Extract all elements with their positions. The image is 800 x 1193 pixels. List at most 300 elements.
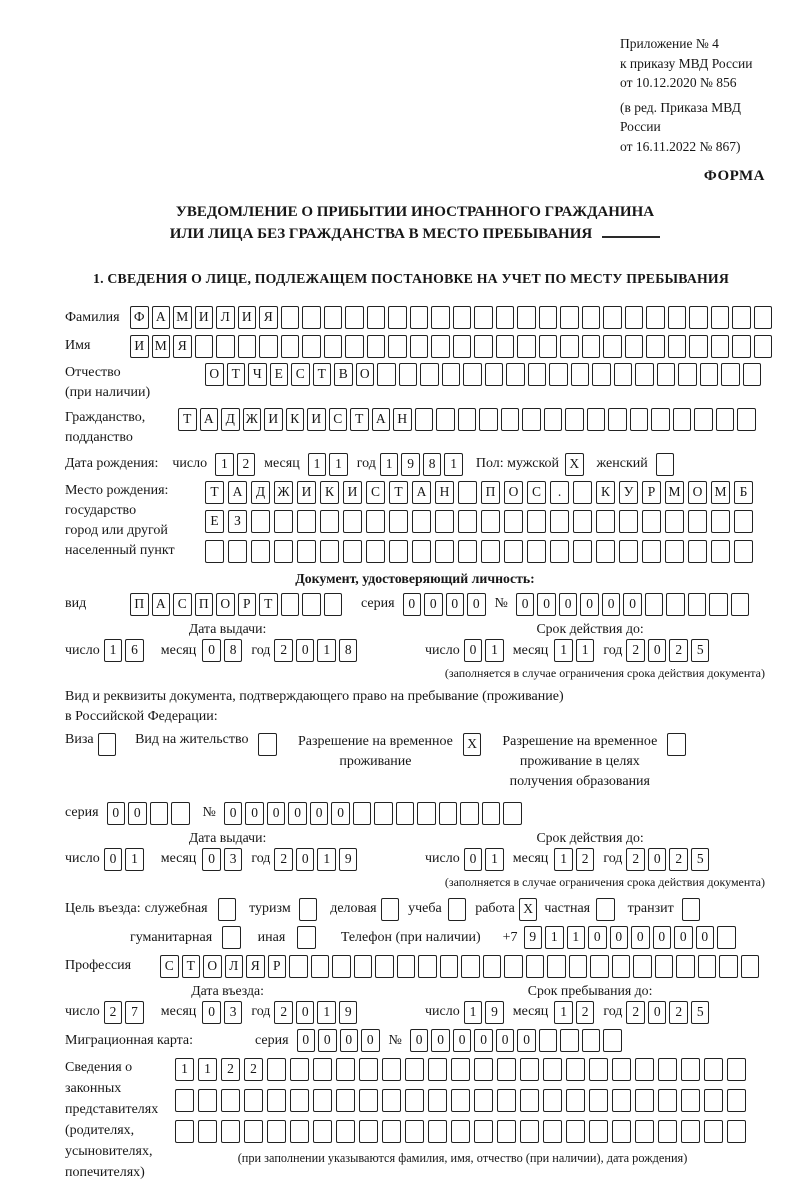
char-box[interactable]: 1: [567, 926, 586, 949]
char-box[interactable]: 0: [674, 926, 693, 949]
char-box[interactable]: [313, 1058, 332, 1081]
char-box[interactable]: [399, 363, 418, 386]
purpose-private-checkbox[interactable]: [596, 898, 618, 921]
char-box[interactable]: [374, 802, 393, 825]
char-box[interactable]: 0: [648, 639, 667, 662]
char-box[interactable]: Я: [259, 306, 278, 329]
id-valid-year-boxes[interactable]: [626, 639, 712, 662]
char-box[interactable]: [633, 955, 652, 978]
char-box[interactable]: 2: [669, 1001, 688, 1024]
char-box[interactable]: И: [195, 306, 214, 329]
char-box[interactable]: [463, 363, 482, 386]
char-box[interactable]: [377, 363, 396, 386]
char-box[interactable]: [320, 540, 339, 563]
char-box[interactable]: [439, 802, 458, 825]
char-box[interactable]: Н: [435, 481, 454, 504]
char-box[interactable]: [451, 1058, 470, 1081]
stay-month-boxes[interactable]: [554, 1001, 597, 1024]
char-box[interactable]: 0: [288, 802, 307, 825]
char-box[interactable]: [666, 593, 685, 616]
char-box[interactable]: [251, 540, 270, 563]
char-box[interactable]: [539, 1029, 558, 1052]
char-box[interactable]: И: [130, 335, 149, 358]
char-box[interactable]: [482, 802, 501, 825]
char-box[interactable]: [244, 1089, 263, 1112]
char-box[interactable]: [336, 1120, 355, 1143]
char-box[interactable]: [642, 510, 661, 533]
res-issue-year-boxes[interactable]: [274, 848, 360, 871]
birth-day-boxes[interactable]: [215, 453, 258, 476]
char-box[interactable]: 1: [125, 848, 144, 871]
res-issue-month-boxes[interactable]: [202, 848, 245, 871]
char-box[interactable]: [582, 1029, 601, 1052]
char-box[interactable]: [324, 593, 343, 616]
char-box[interactable]: [506, 363, 525, 386]
char-box[interactable]: [732, 306, 751, 329]
char-box[interactable]: 1: [215, 453, 234, 476]
char-box[interactable]: [501, 408, 520, 431]
char-box[interactable]: 2: [244, 1058, 263, 1081]
char-box[interactable]: О: [688, 481, 707, 504]
char-box[interactable]: [717, 926, 736, 949]
char-box[interactable]: [267, 1089, 286, 1112]
char-box[interactable]: 0: [464, 848, 483, 871]
char-box[interactable]: [359, 1120, 378, 1143]
char-box[interactable]: [737, 408, 756, 431]
char-box[interactable]: [313, 1120, 332, 1143]
entry-day-boxes[interactable]: [104, 1001, 147, 1024]
char-box[interactable]: [517, 335, 536, 358]
char-box[interactable]: 0: [431, 1029, 450, 1052]
char-box[interactable]: [646, 306, 665, 329]
char-box[interactable]: 0: [464, 639, 483, 662]
res-series-boxes[interactable]: [107, 801, 193, 824]
char-box[interactable]: Л: [225, 955, 244, 978]
char-box[interactable]: [658, 1058, 677, 1081]
char-box[interactable]: [497, 1058, 516, 1081]
char-box[interactable]: [458, 408, 477, 431]
visa-checkbox[interactable]: [98, 732, 120, 755]
char-box[interactable]: [603, 1029, 622, 1052]
char-box[interactable]: [681, 1089, 700, 1112]
char-box[interactable]: [678, 363, 697, 386]
char-box[interactable]: 1: [576, 639, 595, 662]
char-box[interactable]: 0: [602, 593, 621, 616]
char-box[interactable]: [656, 453, 675, 476]
char-box[interactable]: 0: [623, 593, 642, 616]
char-box[interactable]: [497, 1120, 516, 1143]
char-box[interactable]: [658, 1089, 677, 1112]
char-box[interactable]: [550, 540, 569, 563]
middlename-boxes[interactable]: [205, 363, 764, 386]
char-box[interactable]: [451, 1120, 470, 1143]
char-box[interactable]: [405, 1058, 424, 1081]
char-box[interactable]: 5: [691, 1001, 710, 1024]
char-box[interactable]: Р: [268, 955, 287, 978]
char-box[interactable]: [436, 408, 455, 431]
char-box[interactable]: [673, 408, 692, 431]
char-box[interactable]: [619, 540, 638, 563]
char-box[interactable]: [431, 335, 450, 358]
char-box[interactable]: Т: [178, 408, 197, 431]
char-box[interactable]: 5: [691, 848, 710, 871]
res-valid-month-boxes[interactable]: [554, 848, 597, 871]
char-box[interactable]: [259, 335, 278, 358]
mc-series-boxes[interactable]: [297, 1029, 383, 1052]
char-box[interactable]: 0: [410, 1029, 429, 1052]
char-box[interactable]: [668, 306, 687, 329]
char-box[interactable]: [302, 335, 321, 358]
purpose-business-checkbox[interactable]: [381, 898, 403, 921]
char-box[interactable]: [700, 363, 719, 386]
char-box[interactable]: [709, 593, 728, 616]
char-box[interactable]: Т: [389, 481, 408, 504]
char-box[interactable]: [389, 510, 408, 533]
char-box[interactable]: Б: [734, 481, 753, 504]
char-box[interactable]: С: [173, 593, 192, 616]
char-box[interactable]: 0: [202, 1001, 221, 1024]
char-box[interactable]: [198, 1089, 217, 1112]
char-box[interactable]: [405, 1120, 424, 1143]
char-box[interactable]: 2: [274, 848, 293, 871]
char-box[interactable]: 0: [245, 802, 264, 825]
char-box[interactable]: 0: [202, 848, 221, 871]
char-box[interactable]: [410, 306, 429, 329]
char-box[interactable]: С: [329, 408, 348, 431]
char-box[interactable]: 0: [296, 639, 315, 662]
char-box[interactable]: [420, 363, 439, 386]
char-box[interactable]: [682, 898, 701, 921]
char-box[interactable]: И: [307, 408, 326, 431]
char-box[interactable]: [474, 335, 493, 358]
char-box[interactable]: 1: [308, 453, 327, 476]
char-box[interactable]: [743, 363, 762, 386]
char-box[interactable]: [668, 335, 687, 358]
char-box[interactable]: О: [356, 363, 375, 386]
char-box[interactable]: Т: [182, 955, 201, 978]
char-box[interactable]: [481, 510, 500, 533]
char-box[interactable]: [731, 593, 750, 616]
char-box[interactable]: [238, 335, 257, 358]
char-box[interactable]: [150, 802, 169, 825]
char-box[interactable]: [453, 306, 472, 329]
char-box[interactable]: 2: [237, 453, 256, 476]
purpose-study-checkbox[interactable]: [448, 898, 470, 921]
char-box[interactable]: [297, 926, 316, 949]
char-box[interactable]: [635, 1089, 654, 1112]
char-box[interactable]: 0: [517, 1029, 536, 1052]
char-box[interactable]: [565, 408, 584, 431]
char-box[interactable]: [281, 593, 300, 616]
id-number-boxes[interactable]: [516, 593, 753, 616]
char-box[interactable]: [297, 510, 316, 533]
char-box[interactable]: [431, 306, 450, 329]
char-box[interactable]: [688, 540, 707, 563]
char-box[interactable]: С: [291, 363, 310, 386]
char-box[interactable]: [651, 408, 670, 431]
char-box[interactable]: 0: [296, 1001, 315, 1024]
char-box[interactable]: [435, 510, 454, 533]
char-box[interactable]: [297, 540, 316, 563]
char-box[interactable]: [719, 955, 738, 978]
char-box[interactable]: [527, 540, 546, 563]
char-box[interactable]: [396, 802, 415, 825]
female-checkbox[interactable]: [656, 453, 678, 476]
res-valid-day-boxes[interactable]: [464, 848, 507, 871]
char-box[interactable]: [566, 1120, 585, 1143]
temp-residence-edu-checkbox[interactable]: [667, 732, 689, 755]
char-box[interactable]: 0: [653, 926, 672, 949]
char-box[interactable]: 0: [446, 593, 465, 616]
char-box[interactable]: 9: [339, 848, 358, 871]
char-box[interactable]: 3: [224, 848, 243, 871]
char-box[interactable]: 1: [545, 926, 564, 949]
char-box[interactable]: 1: [554, 848, 573, 871]
char-box[interactable]: [539, 335, 558, 358]
char-box[interactable]: [635, 363, 654, 386]
char-box[interactable]: [415, 408, 434, 431]
char-box[interactable]: С: [527, 481, 546, 504]
char-box[interactable]: [517, 306, 536, 329]
char-box[interactable]: [612, 1120, 631, 1143]
char-box[interactable]: [336, 1089, 355, 1112]
firstname-boxes[interactable]: [130, 334, 775, 357]
char-box[interactable]: 0: [331, 802, 350, 825]
char-box[interactable]: [345, 335, 364, 358]
char-box[interactable]: А: [372, 408, 391, 431]
char-box[interactable]: И: [297, 481, 316, 504]
char-box[interactable]: [520, 1089, 539, 1112]
char-box[interactable]: [366, 510, 385, 533]
char-box[interactable]: [688, 510, 707, 533]
char-box[interactable]: М: [152, 335, 171, 358]
char-box[interactable]: [221, 1120, 240, 1143]
char-box[interactable]: 1: [444, 453, 463, 476]
id-valid-day-boxes[interactable]: [464, 639, 507, 662]
char-box[interactable]: [479, 408, 498, 431]
rep-row2[interactable]: [175, 1089, 750, 1112]
char-box[interactable]: Я: [246, 955, 265, 978]
char-box[interactable]: 0: [453, 1029, 472, 1052]
char-box[interactable]: [324, 306, 343, 329]
char-box[interactable]: [721, 363, 740, 386]
purpose-official-checkbox[interactable]: [218, 898, 240, 921]
temp-residence-checkbox[interactable]: [463, 732, 485, 755]
char-box[interactable]: [302, 593, 321, 616]
char-box[interactable]: 9: [485, 1001, 504, 1024]
char-box[interactable]: [198, 1120, 217, 1143]
char-box[interactable]: 7: [125, 1001, 144, 1024]
char-box[interactable]: 0: [104, 848, 123, 871]
char-box[interactable]: 1: [317, 848, 336, 871]
char-box[interactable]: [592, 363, 611, 386]
char-box[interactable]: [589, 1058, 608, 1081]
char-box[interactable]: [612, 1058, 631, 1081]
char-box[interactable]: 1: [317, 639, 336, 662]
char-box[interactable]: [289, 955, 308, 978]
char-box[interactable]: [382, 1120, 401, 1143]
char-box[interactable]: [711, 335, 730, 358]
char-box[interactable]: [676, 955, 695, 978]
char-box[interactable]: [625, 335, 644, 358]
res-valid-year-boxes[interactable]: [626, 848, 712, 871]
char-box[interactable]: 2: [221, 1058, 240, 1081]
char-box[interactable]: 2: [576, 1001, 595, 1024]
char-box[interactable]: [497, 1089, 516, 1112]
char-box[interactable]: [244, 1120, 263, 1143]
char-box[interactable]: Р: [642, 481, 661, 504]
char-box[interactable]: К: [320, 481, 339, 504]
char-box[interactable]: 1: [329, 453, 348, 476]
char-box[interactable]: [299, 898, 318, 921]
char-box[interactable]: 0: [267, 802, 286, 825]
id-issue-day-boxes[interactable]: [104, 639, 147, 662]
char-box[interactable]: [573, 510, 592, 533]
char-box[interactable]: Т: [227, 363, 246, 386]
char-box[interactable]: [526, 955, 545, 978]
char-box[interactable]: 1: [554, 639, 573, 662]
res-number-boxes[interactable]: [224, 801, 525, 824]
char-box[interactable]: А: [152, 306, 171, 329]
char-box[interactable]: 8: [423, 453, 442, 476]
char-box[interactable]: Н: [393, 408, 412, 431]
char-box[interactable]: 9: [339, 1001, 358, 1024]
char-box[interactable]: В: [334, 363, 353, 386]
char-box[interactable]: [657, 363, 676, 386]
char-box[interactable]: [543, 1089, 562, 1112]
char-box[interactable]: 0: [467, 593, 486, 616]
char-box[interactable]: [171, 802, 190, 825]
char-box[interactable]: [474, 306, 493, 329]
char-box[interactable]: [589, 1120, 608, 1143]
char-box[interactable]: [655, 955, 674, 978]
char-box[interactable]: Ж: [274, 481, 293, 504]
char-box[interactable]: [267, 1120, 286, 1143]
char-box[interactable]: [522, 408, 541, 431]
char-box[interactable]: 3: [224, 1001, 243, 1024]
char-box[interactable]: [281, 306, 300, 329]
char-box[interactable]: [619, 510, 638, 533]
char-box[interactable]: [688, 593, 707, 616]
char-box[interactable]: [590, 955, 609, 978]
char-box[interactable]: [366, 540, 385, 563]
char-box[interactable]: М: [665, 481, 684, 504]
char-box[interactable]: 1: [380, 453, 399, 476]
char-box[interactable]: 0: [516, 593, 535, 616]
char-box[interactable]: [681, 1120, 700, 1143]
char-box[interactable]: 9: [524, 926, 543, 949]
char-box[interactable]: [343, 510, 362, 533]
char-box[interactable]: [290, 1058, 309, 1081]
char-box[interactable]: [336, 1058, 355, 1081]
char-box[interactable]: [547, 955, 566, 978]
birth-month-boxes[interactable]: [308, 453, 351, 476]
char-box[interactable]: [560, 306, 579, 329]
char-box[interactable]: [458, 540, 477, 563]
char-box[interactable]: [711, 306, 730, 329]
char-box[interactable]: [258, 733, 277, 756]
char-box[interactable]: [704, 1089, 723, 1112]
char-box[interactable]: [382, 1089, 401, 1112]
char-box[interactable]: И: [343, 481, 362, 504]
char-box[interactable]: [428, 1089, 447, 1112]
char-box[interactable]: [435, 540, 454, 563]
char-box[interactable]: [448, 898, 467, 921]
char-box[interactable]: [566, 1058, 585, 1081]
char-box[interactable]: [704, 1120, 723, 1143]
char-box[interactable]: 2: [576, 848, 595, 871]
char-box[interactable]: Д: [221, 408, 240, 431]
char-box[interactable]: О: [203, 955, 222, 978]
char-box[interactable]: М: [173, 306, 192, 329]
char-box[interactable]: Т: [350, 408, 369, 431]
char-box[interactable]: [698, 955, 717, 978]
char-box[interactable]: [428, 1058, 447, 1081]
char-box[interactable]: [290, 1120, 309, 1143]
char-box[interactable]: [274, 540, 293, 563]
char-box[interactable]: 2: [626, 848, 645, 871]
char-box[interactable]: [520, 1058, 539, 1081]
rep-row1[interactable]: [175, 1057, 750, 1080]
purpose-other-checkbox[interactable]: [297, 926, 319, 949]
char-box[interactable]: [405, 1089, 424, 1112]
char-box[interactable]: [642, 540, 661, 563]
char-box[interactable]: [582, 335, 601, 358]
char-box[interactable]: Ф: [130, 306, 149, 329]
char-box[interactable]: [389, 540, 408, 563]
char-box[interactable]: Т: [205, 481, 224, 504]
char-box[interactable]: 2: [104, 1001, 123, 1024]
char-box[interactable]: 0: [310, 802, 329, 825]
char-box[interactable]: 5: [691, 639, 710, 662]
char-box[interactable]: [596, 540, 615, 563]
char-box[interactable]: [527, 510, 546, 533]
char-box[interactable]: [608, 408, 627, 431]
citizenship-boxes[interactable]: [178, 408, 759, 431]
char-box[interactable]: 0: [474, 1029, 493, 1052]
char-box[interactable]: [681, 1058, 700, 1081]
purpose-transit-checkbox[interactable]: [682, 898, 704, 921]
char-box[interactable]: Т: [313, 363, 332, 386]
char-box[interactable]: [175, 1120, 194, 1143]
char-box[interactable]: [311, 955, 330, 978]
char-box[interactable]: [98, 733, 117, 756]
char-box[interactable]: [228, 540, 247, 563]
char-box[interactable]: [711, 510, 730, 533]
char-box[interactable]: [504, 540, 523, 563]
char-box[interactable]: 1: [198, 1058, 217, 1081]
char-box[interactable]: [175, 1089, 194, 1112]
char-box[interactable]: 8: [224, 639, 243, 662]
char-box[interactable]: [560, 1029, 579, 1052]
char-box[interactable]: 2: [274, 1001, 293, 1024]
char-box[interactable]: 1: [554, 1001, 573, 1024]
char-box[interactable]: Е: [205, 510, 224, 533]
char-box[interactable]: [474, 1089, 493, 1112]
char-box[interactable]: З: [228, 510, 247, 533]
char-box[interactable]: [658, 1120, 677, 1143]
char-box[interactable]: [732, 335, 751, 358]
char-box[interactable]: [754, 335, 773, 358]
char-box[interactable]: [474, 1120, 493, 1143]
char-box[interactable]: Л: [216, 306, 235, 329]
birthplace-row2[interactable]: [205, 510, 757, 533]
char-box[interactable]: [281, 335, 300, 358]
char-box[interactable]: 0: [361, 1029, 380, 1052]
char-box[interactable]: [727, 1058, 746, 1081]
char-box[interactable]: [727, 1120, 746, 1143]
profession-boxes[interactable]: [160, 954, 762, 977]
